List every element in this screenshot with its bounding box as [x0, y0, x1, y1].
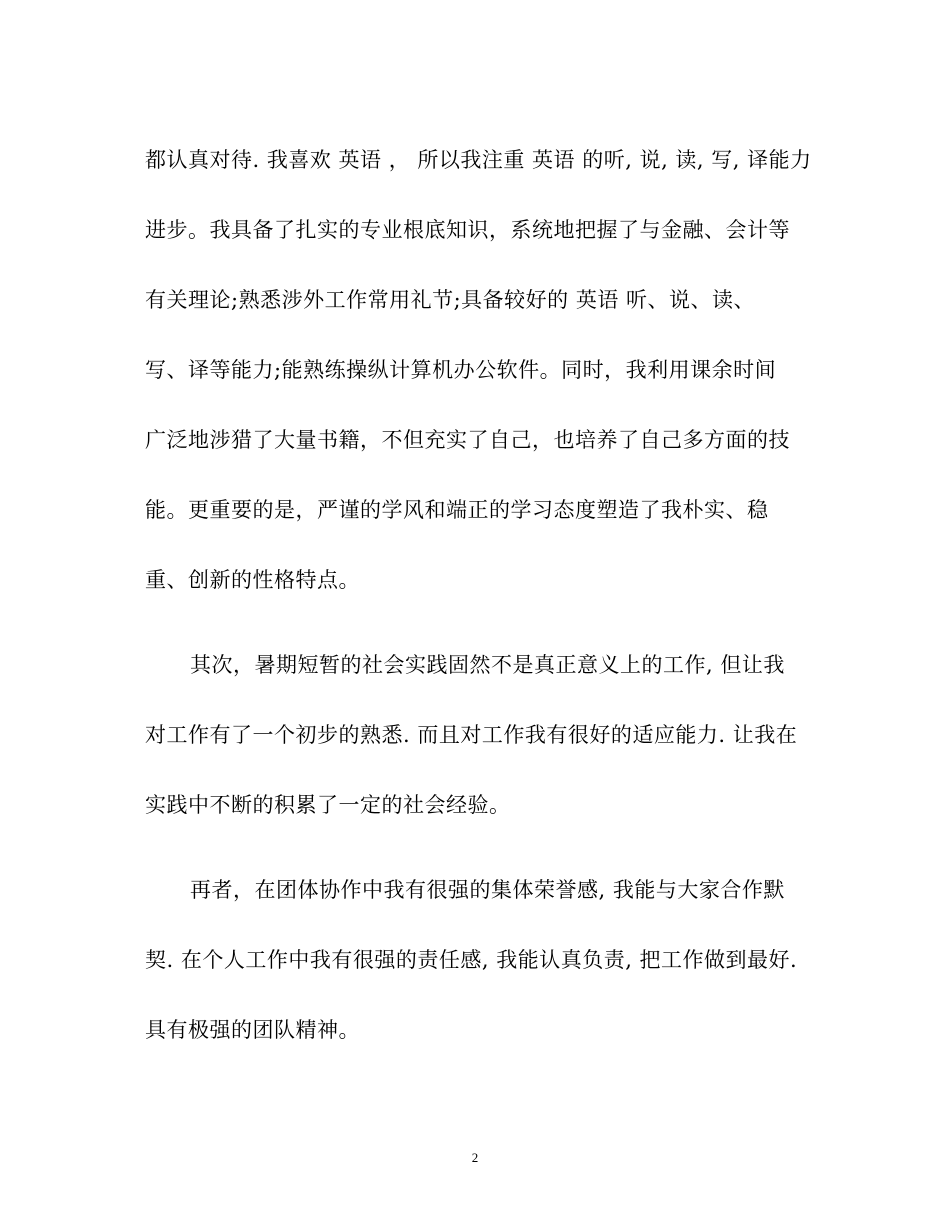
paragraph-3-line-1: 再者，在团体协作中我有很强的集体荣誉感, 我能与大家合作默	[190, 878, 785, 902]
paragraph-3-line-3: 具有极强的团队精神。	[145, 1018, 360, 1042]
paragraph-1-line-4: 写、译等能力;能熟练操纵计算机办公软件。同时，我利用课余时间	[145, 358, 777, 382]
paragraph-2-line-3: 实践中不断的积累了一定的社会经验。	[145, 793, 511, 817]
paragraph-1-line-3: 有关理论;熟悉涉外工作常用礼节;具备较好的 英语 听、说、读、	[145, 288, 755, 312]
paragraph-1-line-5: 广泛地涉猎了大量书籍，不但充实了自己，也培养了自己多方面的技	[145, 428, 790, 452]
paragraph-1-line-6: 能。更重要的是，严谨的学风和端正的学习态度塑造了我朴实、稳	[145, 498, 769, 522]
page-number: 2	[471, 1150, 479, 1165]
paragraph-1-line-2: 进步。我具备了扎实的专业根底知识，系统地把握了与金融、会计等	[145, 218, 790, 242]
paragraph-3-line-2: 契. 在个人工作中我有很强的责任感, 我能认真负责, 把工作做到最好.	[145, 948, 798, 972]
paragraph-2-line-1: 其次，暑期短暂的社会实践固然不是真正意义上的工作, 但让我	[190, 653, 785, 677]
paragraph-2-line-2: 对工作有了一个初步的熟悉. 而且对工作我有很好的适应能力. 让我在	[145, 723, 798, 747]
paragraph-1-line-1: 都认真对待. 我喜欢 英语 ， 所以我注重 英语 的听, 说, 读, 写, 译能力	[145, 148, 812, 172]
paragraph-1-line-7: 重、创新的性格特点。	[145, 568, 360, 592]
